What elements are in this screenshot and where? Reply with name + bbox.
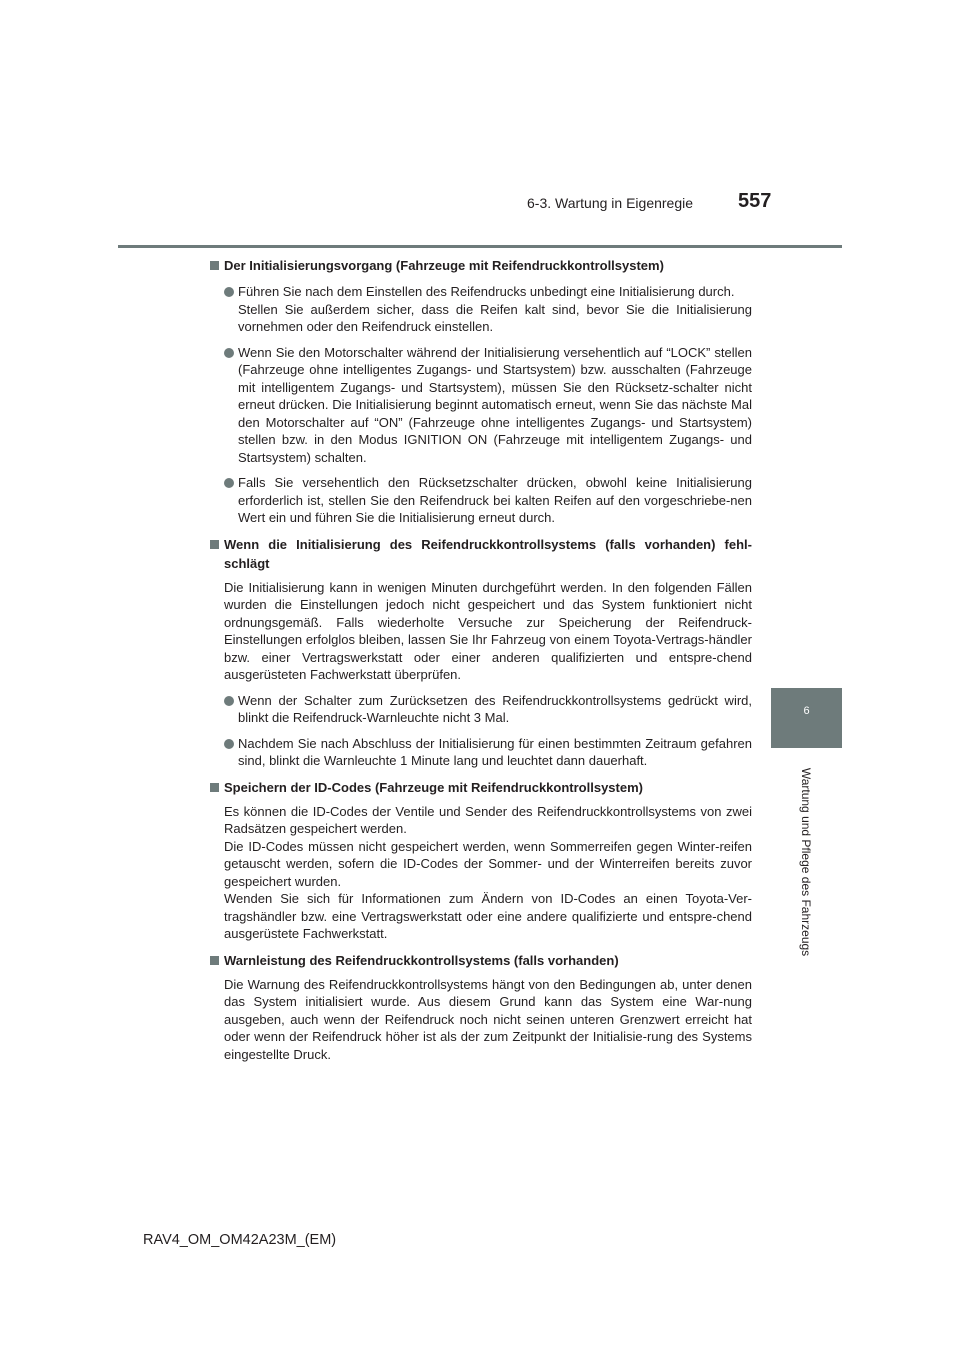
square-bullet-icon: [210, 540, 219, 549]
section-heading: [210, 951, 752, 970]
section-heading-text: Speichern der ID-Codes (Fahrzeuge mit Reifendruckkontrollsystem): [224, 779, 643, 795]
round-bullet-icon: [224, 478, 234, 488]
square-bullet-icon: [210, 783, 219, 792]
section-heading: [210, 778, 752, 797]
section-paragraph: Die ID-Codes müssen nicht gespeichert werden, wenn Sommerreifen gegen Winter-reifen getauscht werden, sofern die ID-Codes der Sommer- und der Winterreifen bereits zuvor gespeichert wurden.: [224, 838, 752, 889]
section-paragraph: Es können die ID-Codes der Ventile und Sender des Reifendruckkontrollsystems von zwei Radsätzen gespeichert werden.: [224, 803, 752, 836]
section-heading-text: Der Initialisierungsvorgang (Fahrzeuge mit Reifendruckkontrollsystem): [224, 258, 664, 273]
chapter-tab-number: 6: [803, 705, 810, 717]
bullet-item: [224, 344, 752, 467]
chapter-tab: [771, 688, 842, 748]
bullet-text: Nachdem Sie nach Abschluss der Initialisierung für einen bestimmten Zeitraum gefahren sind, blinkt die Warnleuchte 1 Minute lang und leuchtet dann dauerhaft.: [238, 735, 752, 768]
bullet-text: Führen Sie nach dem Einstellen des Reifendrucks unbedingt eine Initialisierung durch.: [238, 284, 735, 299]
section-heading-text: Wenn die Initialisierung des Reifendruckkontrollsystems (falls vorhanden) fehl-schlägt: [224, 536, 752, 571]
round-bullet-icon: [224, 696, 234, 706]
bullet-item: [224, 283, 752, 336]
bullet-text: Wenn Sie den Motorschalter während der Initialisierung versehentlich auf “LOCK” stellen (Fahrzeuge ohne intelligentes Zugangs- und Startsystem) bzw. ausschalten (Fahrzeuge mit intelligentem Zugangs- und Startsystem), müssen Sie den Rücksetz-schalter nicht erneut drücken. Die Initialisierung beginnt automatisch erneut, wenn Sie das nächste Mal den Motorschalter auf “ON” (Fahrzeuge ohne intelligentes Zugangs- und Startsystem) stellen bzw. in den Modus IGNITION ON (Fahrzeuge mit intelligentem Zugangs- und Startsystem) schalten.: [238, 344, 752, 465]
round-bullet-icon: [224, 739, 234, 749]
bullet-text: Falls Sie versehentlich den Rücksetzschalter drücken, obwohl keine Initialisierung erforderlich ist, stellen Sie den Reifendruck bei kalten Reifen auf den vorgeschriebe-nen Wert ein und führen Sie die Initialisierung erneut durch.: [238, 475, 752, 525]
round-bullet-icon: [224, 348, 234, 358]
bullet-item: [224, 735, 752, 770]
square-bullet-icon: [210, 956, 219, 965]
chapter-side-label: Wartung und Pflege des Fahrzeugs: [799, 767, 813, 957]
square-bullet-icon: [210, 261, 219, 270]
main-content: [210, 256, 752, 1063]
bullet-text: Stellen Sie außerdem sicher, dass die Reifen kalt sind, bevor Sie die Initialisierung vornehmen oder den Reifendruck einstellen.: [238, 301, 752, 334]
section-heading: [210, 256, 752, 275]
bullet-text: Wenn der Schalter zum Zurücksetzen des Reifendruckkontrollsystems gedrückt wird, blinkt die Reifendruck-Warnleuchte nicht 3 Mal.: [238, 692, 752, 725]
section-paragraph: Wenden Sie sich für Informationen zum Ändern von ID-Codes an einen Toyota-Ver-tragshändler bzw. eine Vertragswerkstatt oder eine andere qualifizierte und entspre-chend ausgerüstete Fachwerkstatt.: [224, 891, 752, 941]
header-divider: [118, 245, 842, 248]
header-section-title: 6-3. Wartung in Eigenregie: [527, 195, 694, 211]
bullet-item: [224, 474, 752, 527]
page-number: 557: [738, 190, 772, 212]
section-paragraph: Die Initialisierung kann in wenigen Minuten durchgeführt werden. In den folgenden Fällen wurden die Einstellungen jedoch nicht gespeichert und das System funktioniert nicht ordnungsgemäß. Falls wiederholte Versuche zur Speicherung der Reifendruck-Einstellungen erfolglos bleiben, lassen Sie Ihr Fahrzeug von einem Toyota-Vertrags-händler bzw. einer Vertragswerkstatt oder einer anderen qualifizierten und entspre-chend ausgerüsteten Fachwerkstatt überprüfen.: [224, 579, 752, 682]
section-heading: [210, 535, 752, 573]
footer-document-code: RAV4_OM_OM42A23M_(EM): [143, 1232, 337, 1248]
bullet-item: [224, 692, 752, 727]
section-heading-text: Warnleistung des Reifendruckkontrollsystems (falls vorhanden): [224, 952, 619, 968]
section-paragraph: Die Warnung des Reifendruckkontrollsystems hängt von den Bedingungen ab, unter denen das System initialisiert wurde. Aus diesem Grund kann das System eine War-nung ausgeben, auch wenn der Reifendruck noch nicht seinen unteren Grenzwert erreicht hat oder wenn der Reifendruck höher ist als der zum Zeitpunkt der Initialisie-rung des Systems eingestellte Druck.: [224, 976, 752, 1062]
round-bullet-icon: [224, 287, 234, 297]
